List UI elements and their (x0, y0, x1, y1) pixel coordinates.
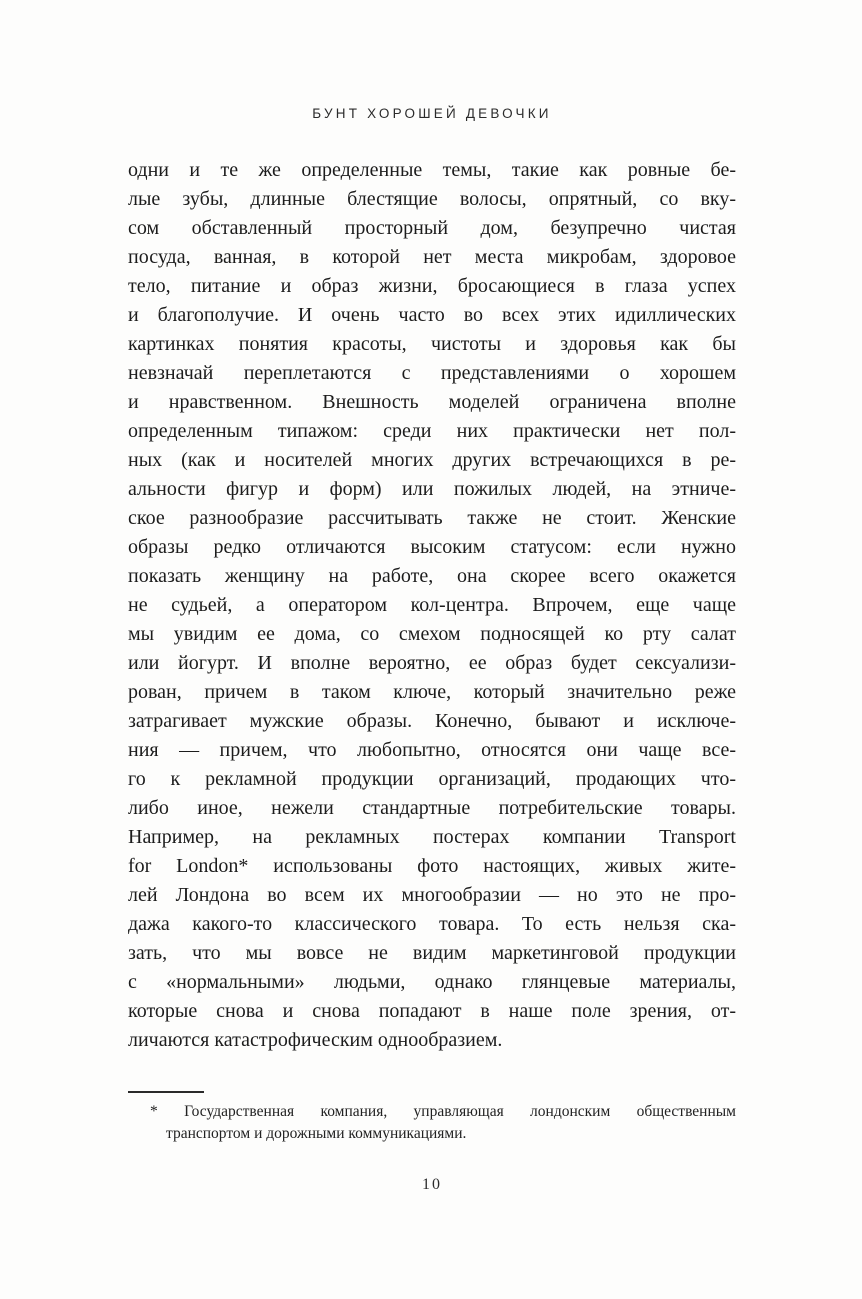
text-line: картинках понятия красоты, чистоты и здоровья как бы (128, 333, 736, 355)
footnote-separator-rule (128, 1091, 204, 1093)
text-line: не судьей, а оператором кол-центра. Впрочем, еще чаще (128, 594, 736, 616)
text-line: которые снова и снова попадают в наше поле зрения, от- (128, 1000, 736, 1022)
footnote (128, 1101, 736, 1144)
text-line: Например, на рекламных постерах компании Transport (128, 826, 736, 848)
text-line: лей Лондона во всем их многообразии — но это не про- (128, 884, 736, 906)
body-text (128, 156, 736, 1055)
text-line: * Государственная компания, управляющая лондонским общественным (150, 1103, 736, 1120)
text-line: зать, что мы вовсе не видим маркетинговой продукции (128, 942, 736, 964)
text-line: лые зубы, длинные блестящие волосы, опрятный, со вку- (128, 188, 736, 210)
running-head: БУНТ ХОРОШЕЙ ДЕВОЧКИ (312, 106, 552, 121)
page-number: 10 (422, 1176, 442, 1193)
text-line: дажа какого-то классического товара. То есть нельзя ска- (128, 913, 736, 935)
text-line: одни и те же определенные темы, такие как ровные бе- (128, 159, 736, 181)
text-line: и нравственном. Внешность моделей ограничена вполне (128, 391, 736, 413)
text-line: затрагивает мужские образы. Конечно, бывают и исключе- (128, 710, 736, 732)
text-line: го к рекламной продукции организаций, продающих что- (128, 768, 736, 790)
text-line: рован, причем в таком ключе, который значительно реже (128, 681, 736, 703)
text-line: либо иное, нежели стандартные потребительские товары. (128, 797, 736, 819)
text-line: невзначай переплетаются с представлениями о хорошем (128, 362, 736, 384)
text-line: посуда, ванная, в которой нет места микробам, здоровое (128, 246, 736, 268)
text-line: образы редко отличаются высоким статусом: если нужно (128, 536, 736, 558)
text-line: или йогурт. И вполне вероятно, ее образ будет сексуализи- (128, 652, 736, 674)
text-line: показать женщину на работе, она скорее всего окажется (128, 565, 736, 587)
text-line: альности фигур и форм) или пожилых людей, на этниче- (128, 478, 736, 500)
text-line: транспортом и дорожными коммуникациями. (166, 1124, 467, 1142)
text-line: личаются катастрофическим однообразием. (128, 1029, 503, 1051)
text-line: и благополучие. И очень часто во всех этих идиллических (128, 304, 736, 326)
text-line: определенным типажом: среди них практически нет пол- (128, 420, 736, 442)
text-line: ных (как и носителей многих других встречающихся в ре- (128, 449, 736, 471)
text-line: ское разнообразие рассчитывать также не стоит. Женские (128, 507, 736, 529)
text-line: for London* использованы фото настоящих, живых жите- (128, 855, 736, 877)
text-line: тело, питание и образ жизни, бросающиеся в глаза успех (128, 275, 736, 297)
text-line: ния — причем, что любопытно, относятся они чаще все- (128, 739, 736, 761)
text-line: сом обставленный просторный дом, безупречно чистая (128, 217, 736, 239)
text-line: мы увидим ее дома, со смехом подносящей ко рту салат (128, 623, 736, 645)
text-line: с «нормальными» людьми, однако глянцевые материалы, (128, 971, 736, 993)
